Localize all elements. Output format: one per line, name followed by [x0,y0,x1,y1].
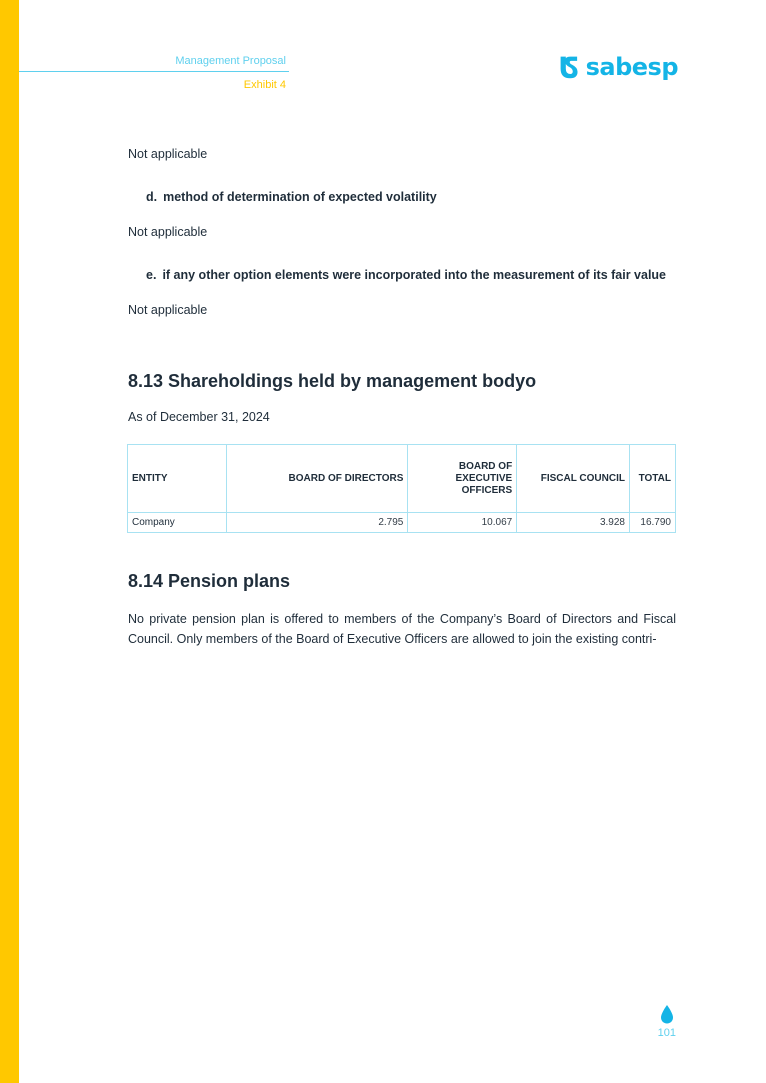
list-item-e [146,268,666,282]
sabesp-logo [558,52,678,82]
section-heading-8-14: 8.14 Pension plans [128,571,291,591]
paragraph-not-applicable-1: Not applicable [128,147,208,161]
list-item-letter: d. [146,190,158,204]
list-item-text: method of determination of expected volatility [163,190,437,204]
table-cell-board-of-executive-officers: 10.067 [408,513,517,533]
paragraph-not-applicable-3: Not applicable [128,303,208,317]
table-cell-total: 16.790 [629,513,675,533]
logo-wordmark: sabesp [585,53,678,81]
section-heading-8-13: 8.13 Shareholdings held by management bodyo [128,371,537,391]
list-item-d [146,190,437,204]
list-item-letter: e. [146,268,157,282]
table-row [128,513,676,533]
table-cell-fiscal-council: 3.928 [517,513,630,533]
column-header-fiscal-council: FISCAL COUNCIL [517,445,630,513]
shareholdings-table [127,444,676,533]
water-drop-icon [660,1004,674,1024]
column-header-board-of-executive-officers: BOARD OF EXECUTIVE OFFICERS [408,445,517,513]
header-subtitle: Exhibit 4 [243,79,286,91]
header-title: Management Proposal [175,55,286,67]
side-accent-bar [0,0,19,1083]
table-cell-board-of-directors: 2.795 [226,513,408,533]
pension-plans-paragraph: No private pension plan is offered to members of the Company’s Board of Directors and Fiscal Council. Only members of the Board of Executive Officers are allowed to join the existing contri- [128,612,676,646]
page-number: 101 [657,1027,676,1039]
paragraph-not-applicable-2: Not applicable [128,225,208,239]
header-divider [19,71,289,72]
column-header-entity: ENTITY [128,445,227,513]
column-header-board-of-directors: BOARD OF DIRECTORS [226,445,408,513]
table-cell-entity: Company [128,513,227,533]
table-header-row [128,445,676,513]
sabesp-logo-icon [558,53,581,81]
date-line: As of December 31, 2024 [128,410,270,424]
list-item-text: if any other option elements were incorporated into the measurement of its fair value [162,268,667,282]
column-header-total: TOTAL [629,445,675,513]
